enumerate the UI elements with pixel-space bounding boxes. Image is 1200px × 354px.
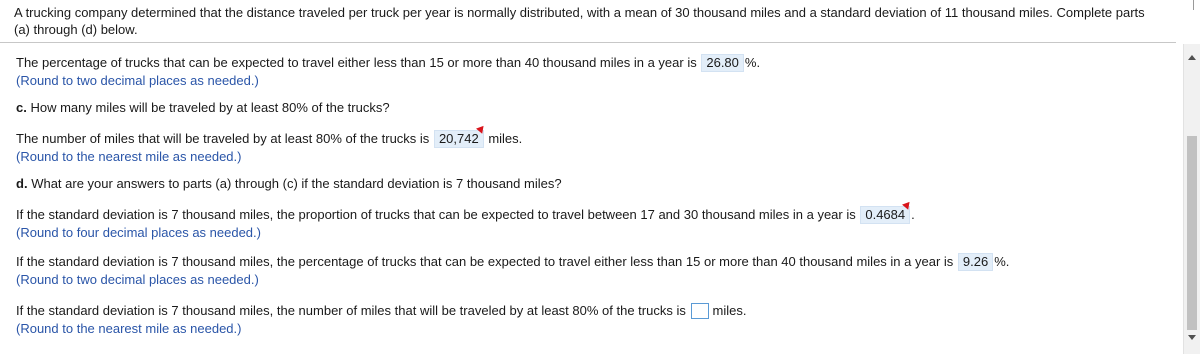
incorrect-flag-icon bbox=[476, 126, 486, 135]
part-c-label: c. bbox=[16, 100, 27, 115]
part-d-c-answer-suffix: miles. bbox=[712, 303, 747, 318]
part-c-answer-line bbox=[16, 130, 522, 148]
part-d-b-answer-value: 9.26 bbox=[962, 254, 989, 269]
part-d-label: d. bbox=[16, 176, 28, 191]
part-d-a-answer-line bbox=[16, 206, 915, 224]
part-d-c-answer-text: If the standard deviation is 7 thousand miles, the number of miles that will be traveled by at least 80% of the trucks is bbox=[16, 303, 686, 318]
part-d-question bbox=[16, 175, 562, 193]
part-d-b-answer-box[interactable] bbox=[958, 253, 993, 271]
part-d-a-answer-value: 0.4684 bbox=[865, 207, 906, 222]
part-b-answer-value: 26.80 bbox=[706, 55, 739, 70]
part-d-question-text: What are your answers to parts (a) through (c) if the standard deviation is 7 thousand miles? bbox=[31, 176, 562, 191]
part-d-c-hint: (Round to the nearest mile as needed.) bbox=[16, 321, 242, 336]
part-b-answer-text: The percentage of trucks that can be expected to travel either less than 15 or more than 40 thousand miles in a year is bbox=[16, 55, 697, 70]
part-c-answer-suffix: miles. bbox=[488, 131, 523, 146]
part-d-a-answer-text: If the standard deviation is 7 thousand miles, the proportion of trucks that can be expected to travel between 17 and 30 thousand miles in a year is bbox=[16, 207, 856, 222]
part-d-c-answer-input[interactable] bbox=[691, 303, 709, 319]
part-d-a-answer-box[interactable] bbox=[860, 206, 910, 224]
question-text: A trucking company determined that the distance traveled per truck per year is normally distributed, with a mean of 30 thousand miles and a standard deviation of 11 thousand miles. Complete parts (a) through (d) below. bbox=[14, 5, 1145, 37]
part-c-hint: (Round to the nearest mile as needed.) bbox=[16, 149, 242, 164]
scroll-down-arrow-icon[interactable] bbox=[1188, 335, 1196, 340]
part-b-answer-line bbox=[16, 54, 760, 72]
part-d-b-answer-text: If the standard deviation is 7 thousand miles, the percentage of trucks that can be expected to travel either less than 15 or more than 40 thousand miles in a year is bbox=[16, 254, 954, 269]
part-d-a-hint: (Round to four decimal places as needed.) bbox=[16, 225, 261, 240]
answer-area bbox=[16, 44, 1166, 354]
vertical-scrollbar[interactable] bbox=[1183, 44, 1200, 354]
part-d-a-answer-suffix: . bbox=[911, 207, 915, 222]
part-d-b-answer-suffix: %. bbox=[994, 254, 1010, 269]
header-divider bbox=[1193, 0, 1194, 10]
part-d-b-answer-line bbox=[16, 253, 1009, 271]
part-d-b-hint: (Round to two decimal places as needed.) bbox=[16, 272, 259, 287]
part-b-answer-suffix: %. bbox=[744, 55, 761, 70]
scrollbar-thumb[interactable] bbox=[1187, 136, 1197, 330]
part-c-question-text: How many miles will be traveled by at least 80% of the trucks? bbox=[30, 100, 390, 115]
scroll-up-arrow-icon[interactable] bbox=[1188, 55, 1196, 60]
part-d-c-answer-line bbox=[16, 302, 746, 320]
part-c-answer-value: 20,742 bbox=[438, 131, 479, 146]
question-statement bbox=[0, 0, 1176, 43]
part-b-hint: (Round to two decimal places as needed.) bbox=[16, 73, 259, 88]
part-c-answer-box[interactable] bbox=[434, 130, 484, 148]
part-c-question bbox=[16, 99, 390, 117]
part-c-answer-text: The number of miles that will be traveled by at least 80% of the trucks is bbox=[16, 131, 430, 146]
part-b-answer-box[interactable] bbox=[701, 54, 744, 72]
